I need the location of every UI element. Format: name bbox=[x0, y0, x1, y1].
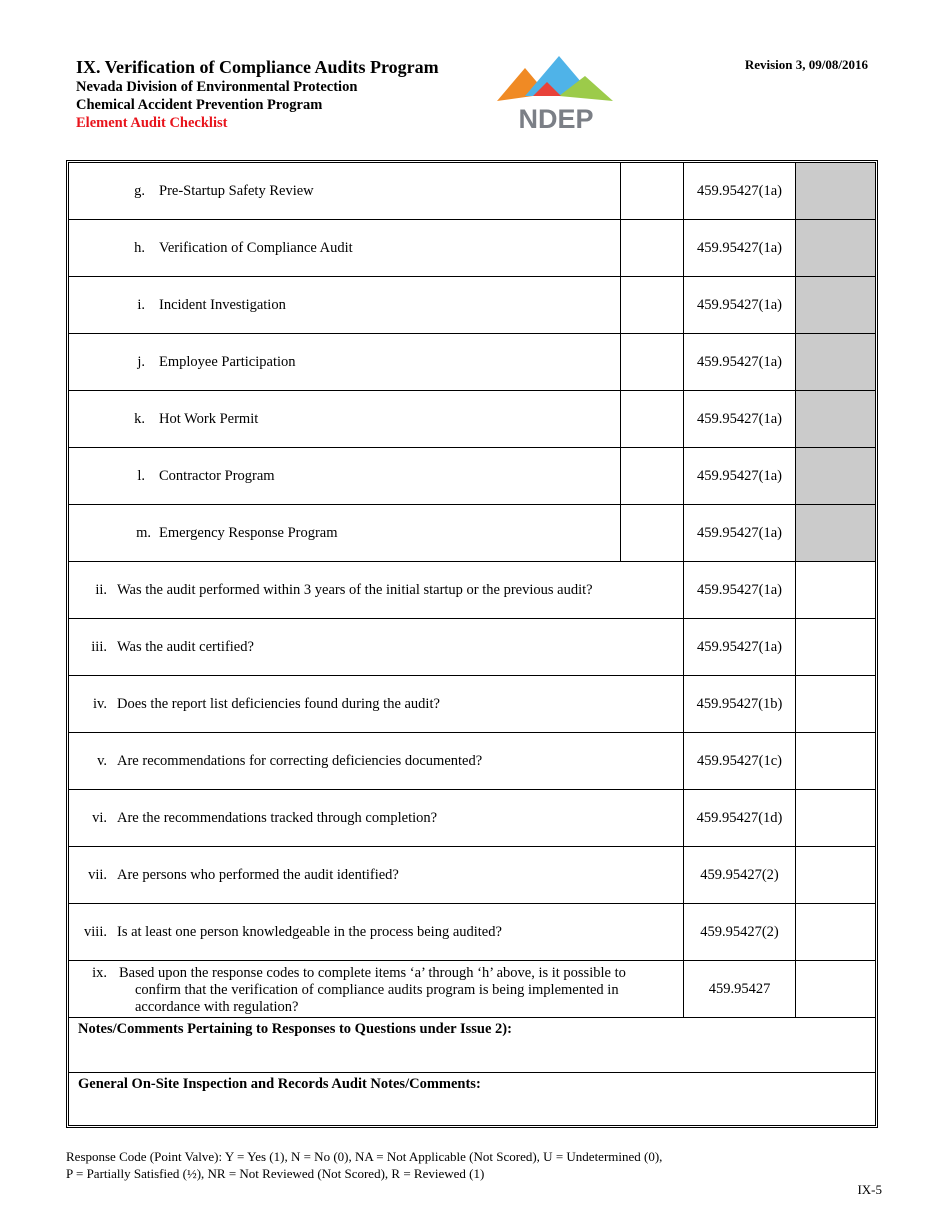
regulation-ref: 459.95427(2) bbox=[683, 904, 795, 960]
score-cell bbox=[795, 277, 875, 333]
notes-row[interactable] bbox=[69, 1018, 875, 1073]
table-row bbox=[69, 790, 875, 847]
item-letter: g. bbox=[134, 182, 145, 199]
score-cell bbox=[795, 448, 875, 504]
question-text: Are recommendations for correcting deficiencies documented? bbox=[117, 752, 483, 769]
regulation-ref: 459.95427(1b) bbox=[683, 676, 795, 732]
table-row bbox=[69, 277, 875, 334]
question-text: Are the recommendations tracked through completion? bbox=[117, 809, 438, 826]
question-number: iv. bbox=[93, 695, 107, 712]
table-row bbox=[69, 448, 875, 505]
item-letter: i. bbox=[137, 296, 145, 313]
question-text: Are persons who performed the audit identified? bbox=[117, 866, 399, 883]
legend-line: Response Code (Point Valve): Y = Yes (1), N = No (0), NA = Not Applicable (Not Scored), U = Undetermined (0), bbox=[66, 1149, 663, 1164]
response-cell[interactable] bbox=[620, 334, 683, 390]
score-cell[interactable] bbox=[795, 562, 875, 618]
score-cell bbox=[795, 163, 875, 219]
general-notes-label: General On-Site Inspection and Records Audit Notes/Comments: bbox=[78, 1076, 481, 1092]
score-cell[interactable] bbox=[795, 676, 875, 732]
score-cell bbox=[795, 505, 875, 561]
table-row bbox=[69, 391, 875, 448]
question-number: ix. bbox=[92, 965, 107, 981]
regulation-ref: 459.95427(1a) bbox=[683, 220, 795, 276]
table-row bbox=[69, 676, 875, 733]
response-cell[interactable] bbox=[620, 277, 683, 333]
table-row bbox=[69, 334, 875, 391]
score-cell[interactable] bbox=[795, 847, 875, 903]
item-text: Pre-Startup Safety Review bbox=[159, 182, 314, 199]
page-number: IX-5 bbox=[857, 1182, 882, 1197]
table-row bbox=[69, 562, 875, 619]
response-cell[interactable] bbox=[620, 220, 683, 276]
question-text: Is at least one person knowledgeable in the process being audited? bbox=[117, 923, 502, 940]
table-row bbox=[69, 163, 875, 220]
table-row bbox=[69, 904, 875, 961]
response-cell[interactable] bbox=[620, 163, 683, 219]
question-number: vi. bbox=[92, 809, 107, 826]
checklist-table bbox=[66, 160, 878, 1128]
table-row bbox=[69, 619, 875, 676]
response-cell[interactable] bbox=[620, 391, 683, 447]
question-number: ii. bbox=[95, 581, 107, 598]
regulation-ref: 459.95427(1a) bbox=[683, 619, 795, 675]
checklist-label: Element Audit Checklist bbox=[76, 115, 228, 131]
agency-name: Nevada Division of Environmental Protection bbox=[76, 79, 358, 95]
logo-text: NDEP bbox=[518, 104, 594, 132]
question-text bbox=[119, 965, 679, 1016]
response-cell[interactable] bbox=[620, 505, 683, 561]
question-line: accordance with regulation? bbox=[135, 999, 299, 1015]
item-letter: m. bbox=[136, 524, 151, 541]
item-letter: h. bbox=[134, 239, 145, 256]
score-cell[interactable] bbox=[795, 961, 875, 1017]
item-letter: j. bbox=[137, 353, 145, 370]
score-cell[interactable] bbox=[795, 619, 875, 675]
regulation-ref: 459.95427(1a) bbox=[683, 163, 795, 219]
question-text: Was the audit certified? bbox=[117, 638, 254, 655]
score-cell[interactable] bbox=[795, 733, 875, 789]
regulation-ref: 459.95427(1d) bbox=[683, 790, 795, 846]
item-text: Hot Work Permit bbox=[159, 410, 259, 427]
response-cell[interactable] bbox=[620, 448, 683, 504]
table-row bbox=[69, 847, 875, 904]
item-text: Incident Investigation bbox=[159, 296, 286, 313]
item-text: Emergency Response Program bbox=[159, 524, 338, 541]
question-number: iii. bbox=[91, 638, 107, 655]
item-text: Verification of Compliance Audit bbox=[159, 239, 353, 256]
item-text: Contractor Program bbox=[159, 467, 275, 484]
response-code-legend bbox=[66, 1148, 662, 1182]
question-line: confirm that the verification of compliance audits program is being implemented in bbox=[135, 982, 619, 998]
section-title: IX. Verification of Compliance Audits Program bbox=[76, 57, 439, 77]
item-text: Employee Participation bbox=[159, 353, 296, 370]
program-name: Chemical Accident Prevention Program bbox=[76, 97, 323, 113]
table-row bbox=[69, 505, 875, 562]
question-line: Based upon the response codes to complete items ‘a’ through ‘h’ above, is it possible to bbox=[119, 965, 626, 981]
score-cell bbox=[795, 391, 875, 447]
regulation-ref: 459.95427 bbox=[683, 961, 795, 1017]
item-letter: l. bbox=[137, 467, 145, 484]
regulation-ref: 459.95427(1a) bbox=[683, 505, 795, 561]
question-number: viii. bbox=[84, 923, 107, 940]
regulation-ref: 459.95427(1a) bbox=[683, 391, 795, 447]
question-number: v. bbox=[97, 752, 107, 769]
legend-line: P = Partially Satisfied (½), NR = Not Reviewed (Not Scored), R = Reviewed (1) bbox=[66, 1166, 485, 1181]
regulation-ref: 459.95427(1a) bbox=[683, 448, 795, 504]
score-cell bbox=[795, 220, 875, 276]
score-cell[interactable] bbox=[795, 904, 875, 960]
item-letter: k. bbox=[134, 410, 145, 427]
question-number: vii. bbox=[88, 866, 107, 883]
regulation-ref: 459.95427(1a) bbox=[683, 334, 795, 390]
document-header bbox=[76, 57, 439, 132]
regulation-ref: 459.95427(2) bbox=[683, 847, 795, 903]
question-text: Does the report list deficiencies found during the audit? bbox=[117, 695, 440, 712]
revision-label: Revision 3, 09/08/2016 bbox=[744, 57, 868, 72]
issue2-notes-label: Notes/Comments Pertaining to Responses to Questions under Issue 2): bbox=[78, 1021, 512, 1037]
regulation-ref: 459.95427(1c) bbox=[683, 733, 795, 789]
notes-row[interactable] bbox=[69, 1073, 875, 1125]
score-cell[interactable] bbox=[795, 790, 875, 846]
regulation-ref: 459.95427(1a) bbox=[683, 277, 795, 333]
ndep-logo bbox=[497, 56, 615, 132]
question-text: Was the audit performed within 3 years of the initial startup or the previous audit? bbox=[117, 581, 593, 598]
table-row bbox=[69, 220, 875, 277]
table-row bbox=[69, 961, 875, 1018]
table-row bbox=[69, 733, 875, 790]
score-cell bbox=[795, 334, 875, 390]
regulation-ref: 459.95427(1a) bbox=[683, 562, 795, 618]
